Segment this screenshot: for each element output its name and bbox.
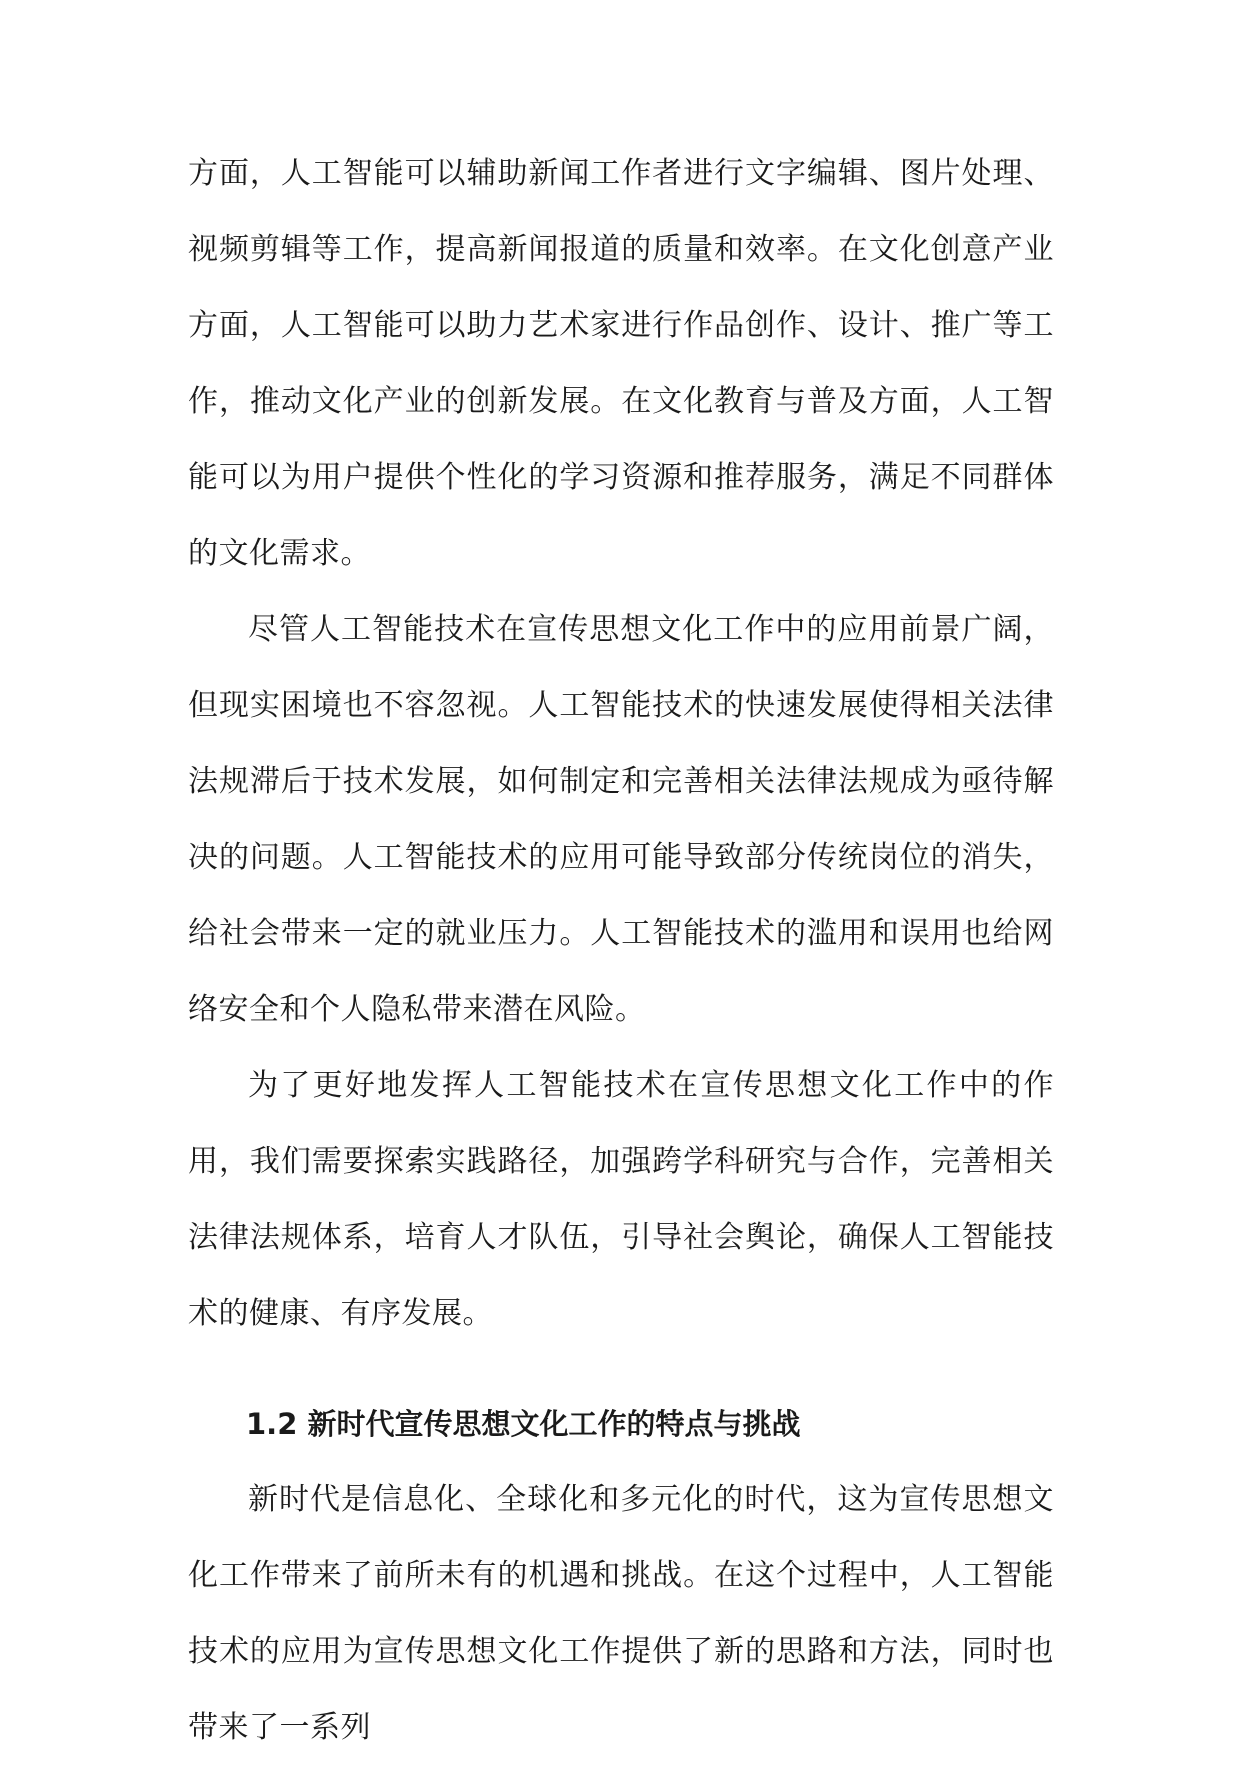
paragraph-practice-path: 为了更好地发挥人工智能技术在宣传思想文化工作中的作用，我们需要探索实践路径，加强跨学科研究与合作，完善相关法律法规体系，培育人才队伍，引导社会舆论，确保人工智能技术的健康、有序发展。 bbox=[188, 1068, 1054, 1331]
document-body bbox=[188, 136, 1054, 1766]
paragraph-continued: 方面，人工智能可以辅助新闻工作者进行文字编辑、图片处理、视频剪辑等工作，提高新闻报道的质量和效率。在文化创意产业方面，人工智能可以助力艺术家进行作品创作、设计、推广等工作，推动文化产业的创新发展。在文化教育与普及方面，人工智能可以为用户提供个性化的学习资源和推荐服务，满足不同群体的文化需求。 bbox=[188, 156, 1054, 571]
paragraph-challenges: 尽管人工智能技术在宣传思想文化工作中的应用前景广阔，但现实困境也不容忽视。人工智能技术的快速发展使得相关法律法规滞后于技术发展，如何制定和完善相关法律法规成为亟待解决的问题。人工智能技术的应用可能导致部分传统岗位的消失，给社会带来一定的就业压力。人工智能技术的滥用和误用也给网络安全和个人隐私带来潜在风险。 bbox=[188, 612, 1054, 1027]
section-heading: 1.2 新时代宣传思想文化工作的特点与挑战 bbox=[246, 1407, 801, 1441]
paragraph-new-era: 新时代是信息化、全球化和多元化的时代，这为宣传思想文化工作带来了前所未有的机遇和挑战。在这个过程中，人工智能技术的应用为宣传思想文化工作提供了新的思路和方法，同时也带来了一系列 bbox=[188, 1482, 1054, 1745]
